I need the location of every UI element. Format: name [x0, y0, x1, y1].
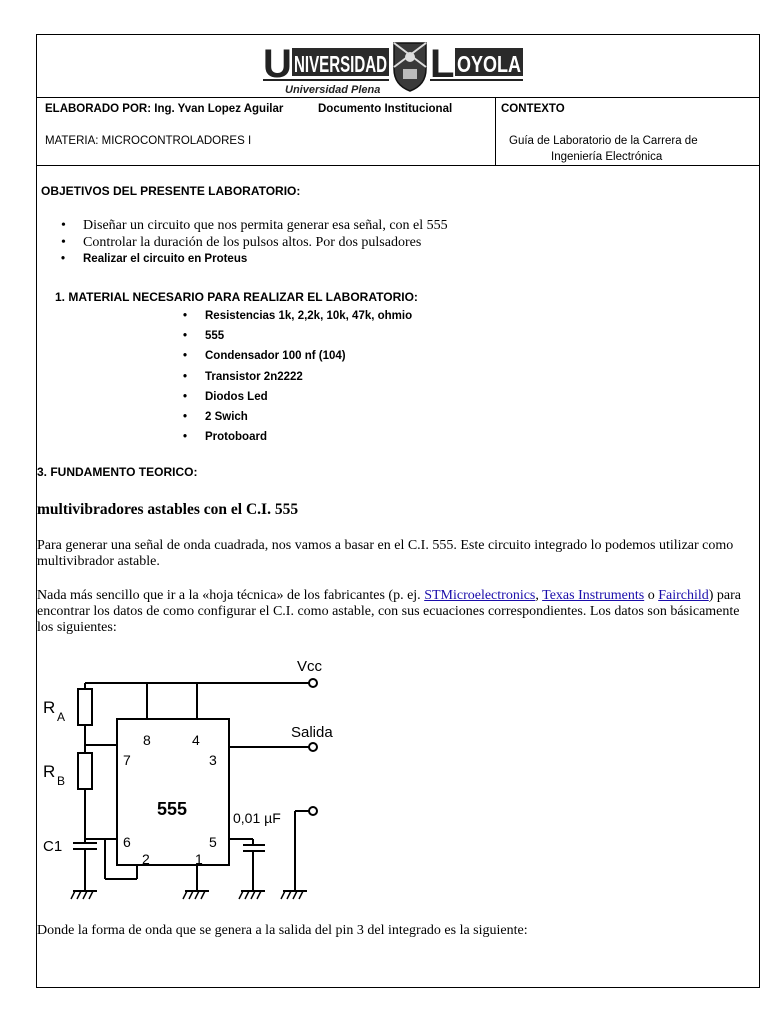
rb-subscript: B [57, 774, 66, 788]
material-list [177, 306, 412, 447]
logo-initial-right: L [430, 42, 455, 86]
list-item: • Protoboard [177, 427, 412, 447]
pin-5: 5 [209, 834, 217, 850]
vcc-terminal-icon [309, 679, 317, 687]
logo-tagline: Universidad Plena [285, 84, 381, 96]
c1-label: C1 [43, 838, 63, 855]
salida-label: Salida [291, 724, 333, 741]
contexto-label: CONTEXTO [501, 103, 565, 115]
paragraph-2-text-b: , [535, 588, 543, 603]
ic-label: 555 [157, 799, 188, 819]
circuit-555-diagram [37, 651, 347, 905]
list-item: • 2 Swich [177, 407, 412, 427]
logo-initial-left: U [263, 42, 292, 86]
contexto-line2: Ingeniería Electrónica [551, 151, 663, 163]
list-item: • Diseñar un circuito que nos permita generar esa señal, con el 555 [55, 217, 448, 234]
ra-subscript: A [57, 710, 66, 724]
vcc-label: Vcc [297, 658, 323, 675]
fundamento-subtitle: multivibradores astables con el C.I. 555 [37, 501, 299, 518]
paragraph-2-text-c: o [644, 588, 659, 603]
paragraph-1: Para generar una señal de onda cuadrada, nos vamos a basar en el C.I. 555. Este circuito integrado lo podemos utilizar como multivibrador astable. [37, 538, 734, 569]
list-item: • Transistor 2n2222 [177, 367, 412, 387]
logo-word-right: OYOLA [457, 51, 521, 77]
contexto-line1: Guía de Laboratorio de la Carrera de [509, 135, 698, 147]
link-texas-instruments[interactable]: Texas Instruments [542, 588, 645, 603]
pin-3: 3 [209, 752, 217, 768]
university-logo [263, 39, 525, 95]
capacitor-label: 0,01 µF [233, 810, 281, 826]
rb-label: R [43, 762, 56, 781]
list-item: • Resistencias 1k, 2,2k, 10k, 47k, ohmio [177, 306, 412, 326]
elaborado-por: ELABORADO POR: Ing. Yvan Lopez Aguilar [45, 103, 284, 115]
document-page [36, 34, 760, 988]
pin-2: 2 [142, 851, 150, 867]
pin-4: 4 [192, 732, 200, 748]
output-terminal-icon [309, 743, 317, 751]
link-stmicroelectronics[interactable]: STMicroelectronics [424, 588, 536, 603]
documento-institucional: Documento Institucional [318, 103, 453, 115]
objetivos-list [55, 217, 448, 268]
pin-1: 1 [195, 851, 203, 867]
pin-6: 6 [123, 834, 131, 850]
ra-label: R [43, 698, 56, 717]
paragraph-2 [37, 588, 753, 636]
header-left-cell [37, 97, 496, 166]
paragraph-3: Donde la forma de onda que se genera a la salida del pin 3 del integrado es la siguiente: [37, 923, 528, 938]
link-fairchild[interactable]: Fairchild [658, 588, 709, 603]
paragraph-2-text-a: Nada más sencillo que ir a la «hoja técnica» de los fabricantes (p. ej. [37, 588, 425, 603]
logo-word-left: NIVERSIDAD [294, 51, 387, 77]
crest-icon [394, 43, 426, 91]
pin-8: 8 [143, 732, 151, 748]
list-item: • Controlar la duración de los pulsos altos. Por dos pulsadores [55, 234, 448, 251]
ground-terminal-icon [309, 807, 317, 815]
list-item: • 555 [177, 326, 412, 346]
pin-7: 7 [123, 752, 131, 768]
fundamento-title: 3. FUNDAMENTO TEORICO: [37, 465, 198, 479]
list-item: • Diodos Led [177, 387, 412, 407]
list-item: • Condensador 100 nf (104) [177, 346, 412, 366]
objetivos-title: OBJETIVOS DEL PRESENTE LABORATORIO: [41, 184, 301, 198]
paragraph-2-text-d: ) para encontrar los datos de como configurar el C.I. como astable, con sus ecuaciones correspondientes. Los datos son básicamente los siguientes: [37, 588, 741, 635]
header-right-cell [495, 97, 759, 166]
materia: MATERIA: MICROCONTROLADORES I [45, 135, 252, 147]
list-item: • Realizar el circuito en Proteus [55, 251, 448, 268]
logo-row [37, 35, 759, 98]
material-title: 1. MATERIAL NECESARIO PARA REALIZAR EL LABORATORIO: [55, 290, 418, 304]
